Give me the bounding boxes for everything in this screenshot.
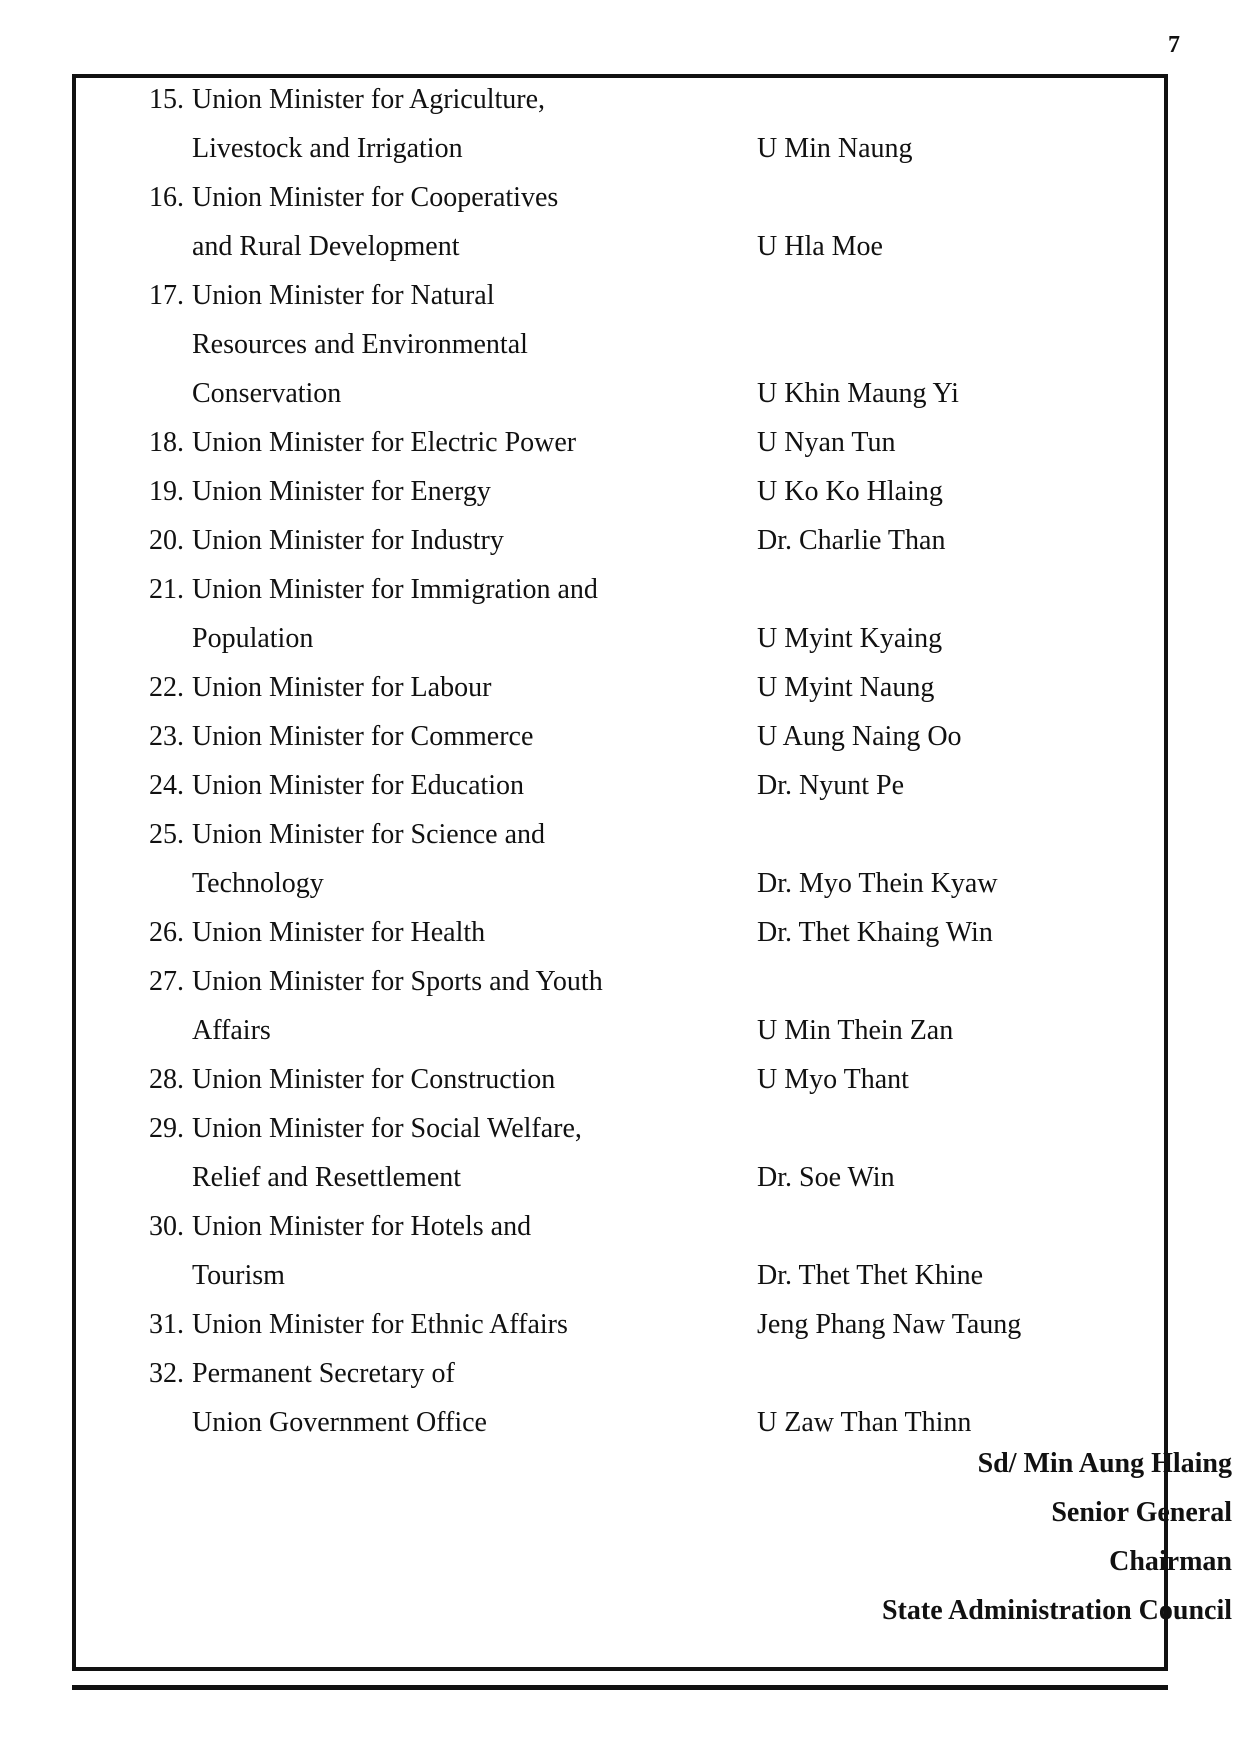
entry-title-line: Resources and Environmental — [192, 329, 528, 360]
entry-person-name: Dr. Nyunt Pe — [757, 770, 904, 801]
entry-number: 31. — [149, 1309, 184, 1340]
signature-rank: Senior General — [1051, 1497, 1232, 1528]
entry-person-name: Dr. Thet Khaing Win — [757, 917, 993, 948]
entry-title-line: Union Minister for Health — [192, 917, 486, 948]
entry-person-name: U Ko Ko Hlaing — [757, 476, 943, 507]
entry-title-line: Affairs — [192, 1015, 271, 1046]
entry-person-name: U Min Thein Zan — [757, 1015, 954, 1046]
entry-person-name: U Hla Moe — [757, 231, 883, 262]
entry-title-line: Relief and Resettlement — [192, 1162, 462, 1193]
entry-number: 17. — [149, 280, 184, 311]
entry-title-line: Union Minister for Commerce — [192, 721, 534, 752]
signature-position: Chairman — [1109, 1546, 1232, 1577]
entry-number: 20. — [149, 525, 184, 556]
entry-number: 26. — [149, 917, 184, 948]
entry-person-name: Dr. Soe Win — [757, 1162, 895, 1193]
entry-title-line: Union Minister for Education — [192, 770, 525, 801]
entry-person-name: U Myo Thant — [757, 1064, 909, 1095]
entry-title-line: Union Minister for Hotels and — [192, 1211, 532, 1242]
entry-number: 21. — [149, 574, 184, 605]
entry-title-line: Union Minister for Energy — [192, 476, 491, 507]
entry-person-name: U Nyan Tun — [757, 427, 896, 458]
entry-number: 28. — [149, 1064, 184, 1095]
entry-title-line: Union Minister for Industry — [192, 525, 504, 556]
page-number: 7 — [1168, 32, 1180, 58]
entry-title-line: and Rural Development — [192, 231, 460, 262]
entry-person-name: Dr. Myo Thein Kyaw — [757, 868, 998, 899]
signature-name: Sd/ Min Aung Hlaing — [977, 1448, 1232, 1479]
entry-person-name: Dr. Charlie Than — [757, 525, 946, 556]
signature-block — [632, 1439, 1232, 1635]
entry-number: 24. — [149, 770, 184, 801]
entry-number: 19. — [149, 476, 184, 507]
entry-number: 27. — [149, 966, 184, 997]
entry-person-name: U Aung Naing Oo — [757, 721, 962, 752]
entry-title-line: Union Minister for Electric Power — [192, 427, 577, 458]
entry-person-name: Dr. Thet Thet Khine — [757, 1260, 984, 1291]
entry-number: 32. — [149, 1358, 184, 1389]
entry-title-line: Union Minister for Cooperatives — [192, 182, 559, 213]
entry-title-line: Permanent Secretary of — [192, 1358, 455, 1389]
entry-title-line: Population — [192, 623, 314, 654]
entry-number: 23. — [149, 721, 184, 752]
entry-title-line: Union Minister for Agriculture, — [192, 84, 546, 115]
entry-title-line: Union Government Office — [192, 1407, 487, 1438]
entry-title-line: Tourism — [192, 1260, 285, 1291]
entry-title-line: Union Minister for Labour — [192, 672, 492, 703]
entry-person-name: U Myint Naung — [757, 672, 935, 703]
entry-number: 15. — [149, 84, 184, 115]
entry-number: 16. — [149, 182, 184, 213]
entry-title-line: Union Minister for Ethnic Affairs — [192, 1309, 568, 1340]
entry-person-name: Jeng Phang Naw Taung — [757, 1309, 1022, 1340]
entry-number: 29. — [149, 1113, 184, 1144]
entry-title-line: Union Minister for Sports and Youth — [192, 966, 603, 997]
entry-person-name: U Min Naung — [757, 133, 913, 164]
entry-person-name: U Myint Kyaing — [757, 623, 943, 654]
entry-title-line: Union Minister for Immigration and — [192, 574, 598, 605]
entry-title-line: Conservation — [192, 378, 342, 409]
entry-number: 25. — [149, 819, 184, 850]
bottom-rule — [72, 1685, 1168, 1690]
entry-number: 22. — [149, 672, 184, 703]
entry-title-line: Technology — [192, 868, 324, 899]
signature-organization: State Administration Council — [881, 1595, 1232, 1626]
entry-title-line: Livestock and Irrigation — [192, 133, 463, 164]
entry-title-line: Union Minister for Natural — [192, 280, 495, 311]
entry-person-name: U Khin Maung Yi — [757, 378, 959, 409]
entry-number: 18. — [149, 427, 184, 458]
entry-title-line: Union Minister for Construction — [192, 1064, 556, 1095]
entry-title-line: Union Minister for Science and — [192, 819, 546, 850]
entry-title-line: Union Minister for Social Welfare, — [192, 1113, 582, 1144]
entry-person-name: U Zaw Than Thinn — [757, 1407, 972, 1438]
entry-number: 30. — [149, 1211, 184, 1242]
